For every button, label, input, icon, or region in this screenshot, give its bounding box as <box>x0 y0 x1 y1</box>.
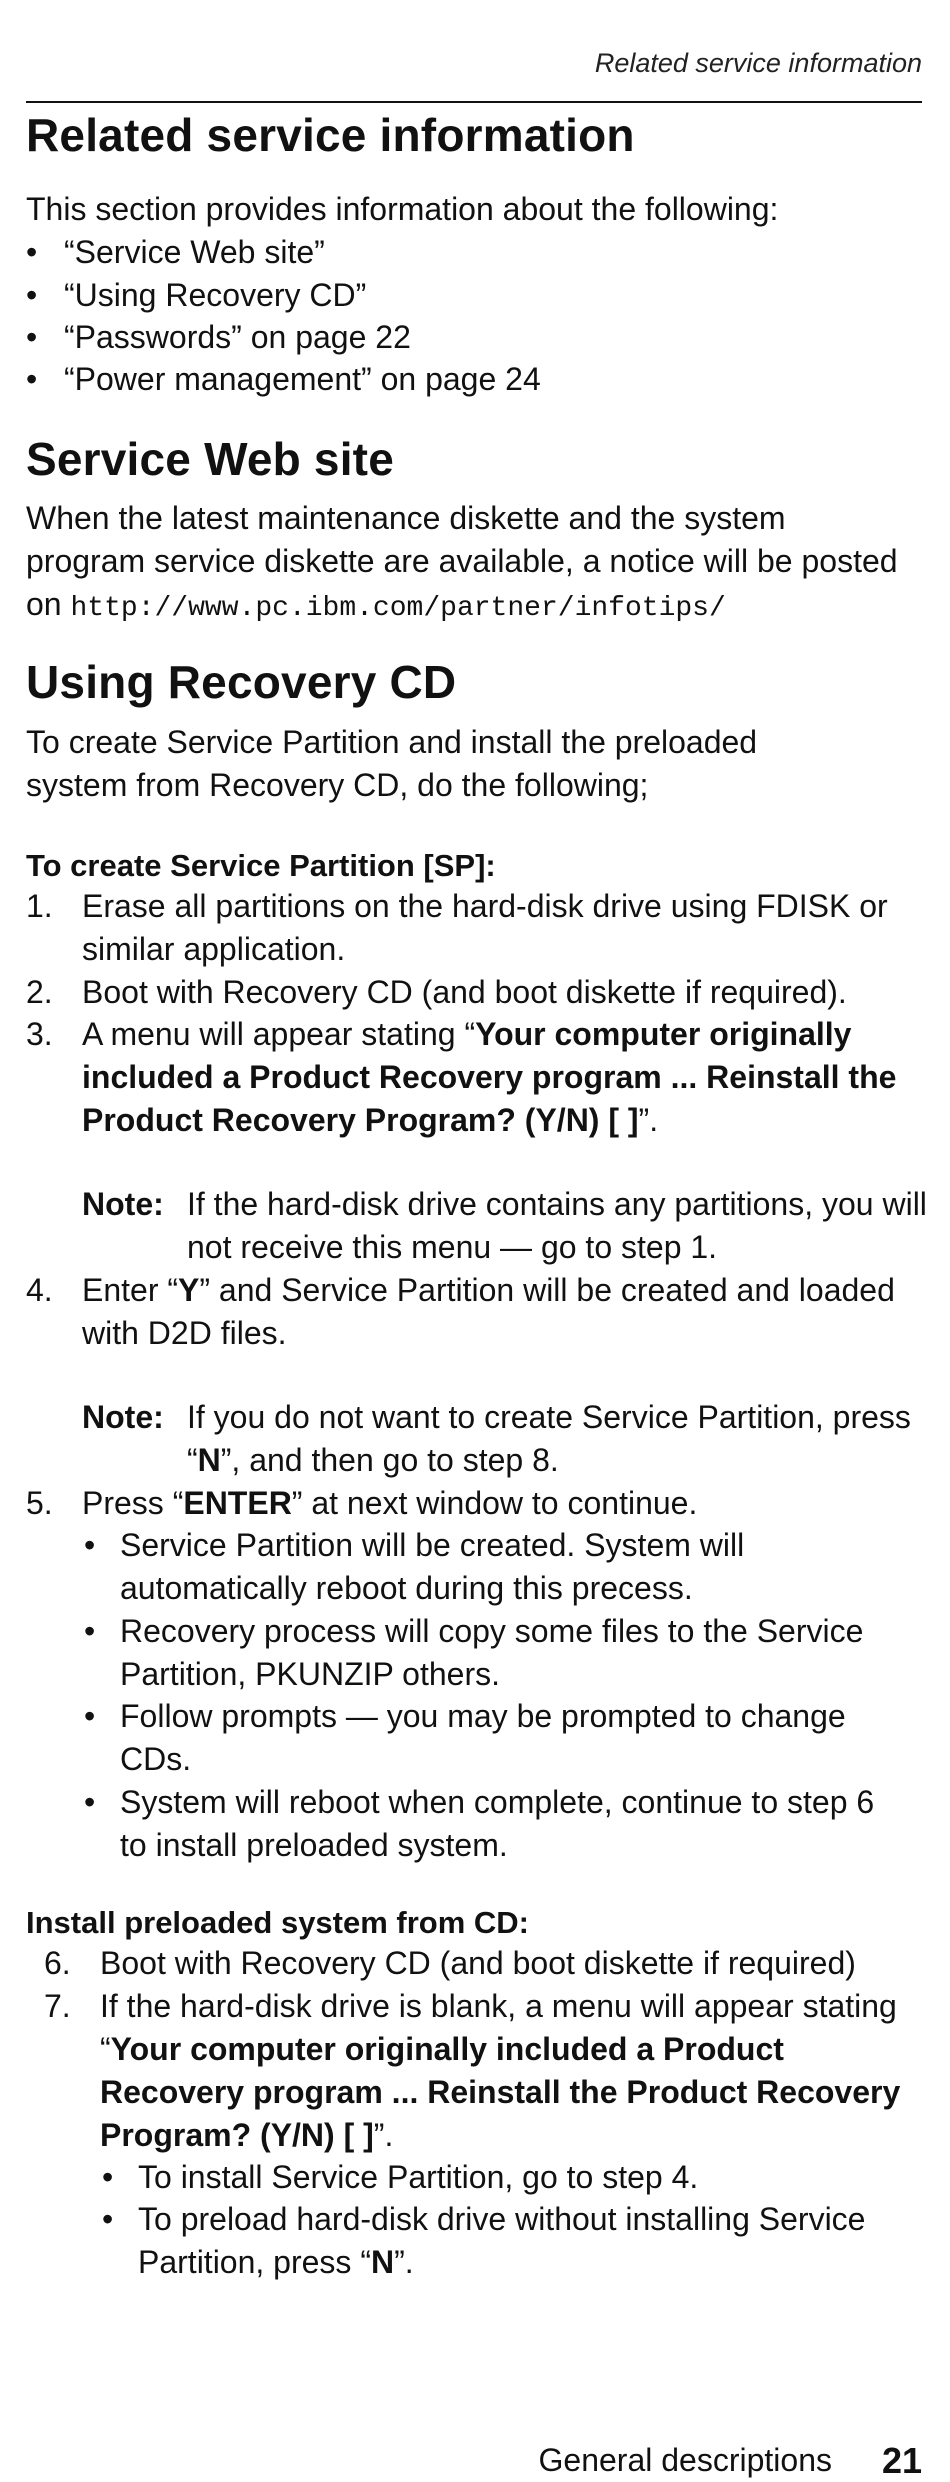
bullet-icon: • <box>84 1698 96 1734</box>
service-url-link[interactable]: http://www.pc.ibm.com/partner/infotips/ <box>70 593 726 624</box>
list-item: • Recovery process will copy some files to the Service Partition, PKUNZIP others. <box>82 1610 922 1696</box>
footer-section-name: General descriptions <box>538 2442 832 2478</box>
running-header: Related service information <box>594 48 922 78</box>
create-sp-heading: To create Service Partition [SP]: <box>26 848 496 883</box>
service-web-text: When the latest maintenance diskette and the system program service diskette are available, a notice will be posted on http://www.pc.ibm.com/partner/infotips/ <box>26 500 898 624</box>
bullet-icon: • <box>102 2159 114 2195</box>
bullet-icon: • <box>26 319 38 355</box>
step-4: 4. Enter “Y” and Service Partition will be created and loaded with D2D files. <box>26 1272 895 1351</box>
bullet-icon: • <box>26 234 38 270</box>
bullet-icon: • <box>84 1784 96 1820</box>
list-item: • To preload hard-disk drive without installing Service Partition, press “N”. <box>100 2198 920 2284</box>
section1-intro: This section provides information about the following: <box>26 191 779 227</box>
bullet-icon: • <box>84 1613 96 1649</box>
page-number: 21 <box>881 2440 922 2481</box>
list-item: • Service Partition will be created. System will automatically reboot during this precess. <box>82 1524 902 1610</box>
note-1: Note: If the hard-disk drive contains any partitions, you will not receive this menu — go to step 1. <box>82 1186 927 1265</box>
bullet-icon: • <box>26 277 38 313</box>
list-item: • System will reboot when complete, continue to step 6 to install preloaded system. <box>82 1781 902 1867</box>
section-title-related: Related service information <box>26 109 635 161</box>
step-1: 1. Erase all partitions on the hard-disk drive using FDISK or similar application. <box>26 888 888 967</box>
recovery-intro: To create Service Partition and install the preloaded system from Recovery CD, do the following; <box>26 724 758 803</box>
list-item[interactable]: • “Using Recovery CD” <box>26 274 906 317</box>
bullet-icon: • <box>102 2201 114 2237</box>
list-item: • To install Service Partition, go to step 4. <box>100 2156 920 2199</box>
step-2: 2. Boot with Recovery CD (and boot diskette if required). <box>26 974 847 1010</box>
list-item: • Follow prompts — you may be prompted to change CDs. <box>82 1695 922 1781</box>
list-item[interactable]: • “Power management” on page 24 <box>26 358 906 401</box>
bullet-icon: • <box>26 361 38 397</box>
header-rule <box>26 101 922 103</box>
section-title-service-web-site: Service Web site <box>26 433 394 485</box>
list-item[interactable]: • “Service Web site” <box>26 231 906 274</box>
note-2: Note: If you do not want to create Service Partition, press “N”, and then go to step 8. <box>82 1399 911 1478</box>
step-5: 5. Press “ENTER” at next window to continue. <box>26 1485 698 1521</box>
step-6: 6. Boot with Recovery CD (and boot diskette if required) <box>44 1945 856 1981</box>
step-7: 7. If the hard-disk drive is blank, a menu will appear stating “Your computer originally included a Product Recovery program ... Reinstall the Product Recovery Program? (Y/N) [ ]”. <box>44 1988 901 2153</box>
step-3: 3. A menu will appear stating “Your computer originally included a Product Recovery program ... Reinstall the Product Recovery Program? (Y/N) [ ]”. <box>26 1016 897 1138</box>
install-heading: Install preloaded system from CD: <box>26 1905 530 1940</box>
bullet-icon: • <box>84 1527 96 1563</box>
section-title-recovery-cd: Using Recovery CD <box>26 656 457 708</box>
list-item[interactable]: • “Passwords” on page 22 <box>26 316 906 359</box>
